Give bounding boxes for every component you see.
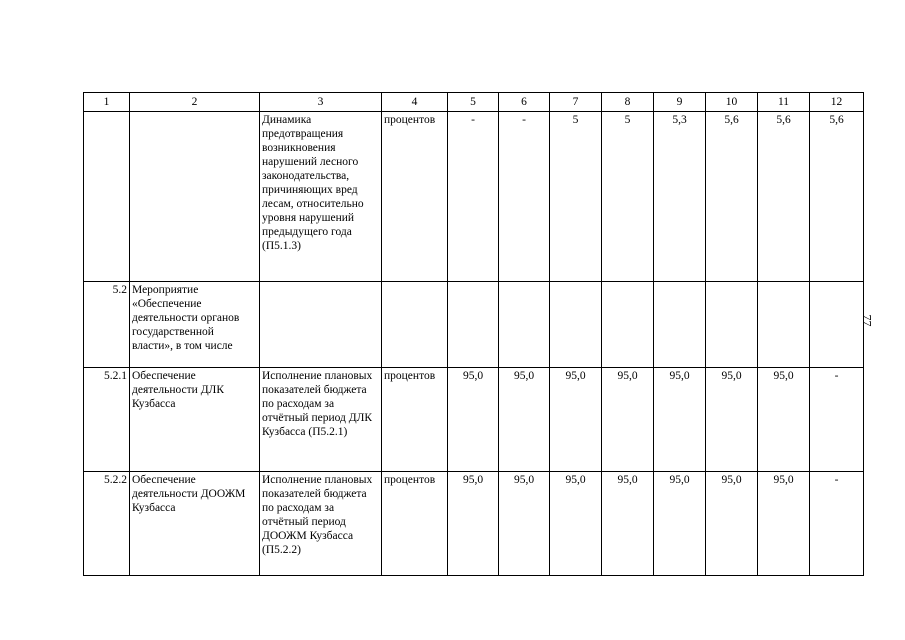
row-number: 5.2.1 bbox=[84, 368, 130, 472]
value-cell bbox=[654, 282, 706, 368]
unit-cell: процентов bbox=[382, 112, 448, 282]
header-cell: 2 bbox=[130, 93, 260, 112]
header-cell: 11 bbox=[758, 93, 810, 112]
value-cell: 95,0 bbox=[758, 368, 810, 472]
activity-name: Мероприятие «Обеспечение деятельности органов государственной власти», в том числе bbox=[130, 282, 260, 368]
header-cell: 3 bbox=[260, 93, 382, 112]
unit-cell: процентов bbox=[382, 472, 448, 576]
row-number bbox=[84, 112, 130, 282]
header-cell: 7 bbox=[550, 93, 602, 112]
value-cell: 5 bbox=[550, 112, 602, 282]
indicator-name bbox=[260, 282, 382, 368]
value-cell: 95,0 bbox=[602, 368, 654, 472]
table-row bbox=[84, 282, 864, 368]
table-row bbox=[84, 472, 864, 576]
page-number: 77 bbox=[860, 314, 875, 327]
value-cell: 95,0 bbox=[550, 368, 602, 472]
value-cell: 5,6 bbox=[706, 112, 758, 282]
table-row bbox=[84, 112, 864, 282]
indicator-name: Динамика предотвращения возникновения нарушений лесного законодательства, причиняющих вред лесам, относительно уровня нарушений предыдущего года (П5.1.3) bbox=[260, 112, 382, 282]
value-cell: 95,0 bbox=[654, 368, 706, 472]
value-cell bbox=[550, 282, 602, 368]
value-cell: 5,3 bbox=[654, 112, 706, 282]
value-cell: 95,0 bbox=[499, 368, 550, 472]
indicators-table bbox=[83, 92, 864, 576]
header-cell: 5 bbox=[448, 93, 499, 112]
header-cell: 6 bbox=[499, 93, 550, 112]
value-cell: 95,0 bbox=[448, 472, 499, 576]
value-cell: 95,0 bbox=[758, 472, 810, 576]
value-cell bbox=[758, 282, 810, 368]
value-cell: - bbox=[810, 472, 864, 576]
value-cell: 5,6 bbox=[758, 112, 810, 282]
header-cell: 10 bbox=[706, 93, 758, 112]
indicator-name: Исполнение плановых показателей бюджета по расходам за отчётный период ДЛК Кузбасса (П5.2.1) bbox=[260, 368, 382, 472]
value-cell: 95,0 bbox=[448, 368, 499, 472]
value-cell: 95,0 bbox=[706, 472, 758, 576]
value-cell: 95,0 bbox=[654, 472, 706, 576]
value-cell: 95,0 bbox=[706, 368, 758, 472]
value-cell bbox=[499, 282, 550, 368]
header-cell: 1 bbox=[84, 93, 130, 112]
activity-name: Обеспечение деятельности ДООЖМ Кузбасса bbox=[130, 472, 260, 576]
row-number: 5.2.2 bbox=[84, 472, 130, 576]
value-cell: 95,0 bbox=[602, 472, 654, 576]
indicator-name: Исполнение плановых показателей бюджета по расходам за отчётный период ДООЖМ Кузбасса (П5.2.2) bbox=[260, 472, 382, 576]
header-cell: 8 bbox=[602, 93, 654, 112]
unit-cell bbox=[382, 282, 448, 368]
value-cell: 5 bbox=[602, 112, 654, 282]
value-cell: 5,6 bbox=[810, 112, 864, 282]
value-cell: 95,0 bbox=[499, 472, 550, 576]
header-cell: 9 bbox=[654, 93, 706, 112]
value-cell bbox=[706, 282, 758, 368]
header-cell: 12 bbox=[810, 93, 864, 112]
row-number: 5.2 bbox=[84, 282, 130, 368]
value-cell bbox=[448, 282, 499, 368]
table-row bbox=[84, 368, 864, 472]
header-cell: 4 bbox=[382, 93, 448, 112]
value-cell: - bbox=[499, 112, 550, 282]
header-row bbox=[84, 93, 864, 112]
value-cell bbox=[810, 282, 864, 368]
activity-name: Обеспечение деятельности ДЛК Кузбасса bbox=[130, 368, 260, 472]
unit-cell: процентов bbox=[382, 368, 448, 472]
value-cell: 95,0 bbox=[550, 472, 602, 576]
activity-name bbox=[130, 112, 260, 282]
value-cell bbox=[602, 282, 654, 368]
value-cell: - bbox=[448, 112, 499, 282]
value-cell: - bbox=[810, 368, 864, 472]
